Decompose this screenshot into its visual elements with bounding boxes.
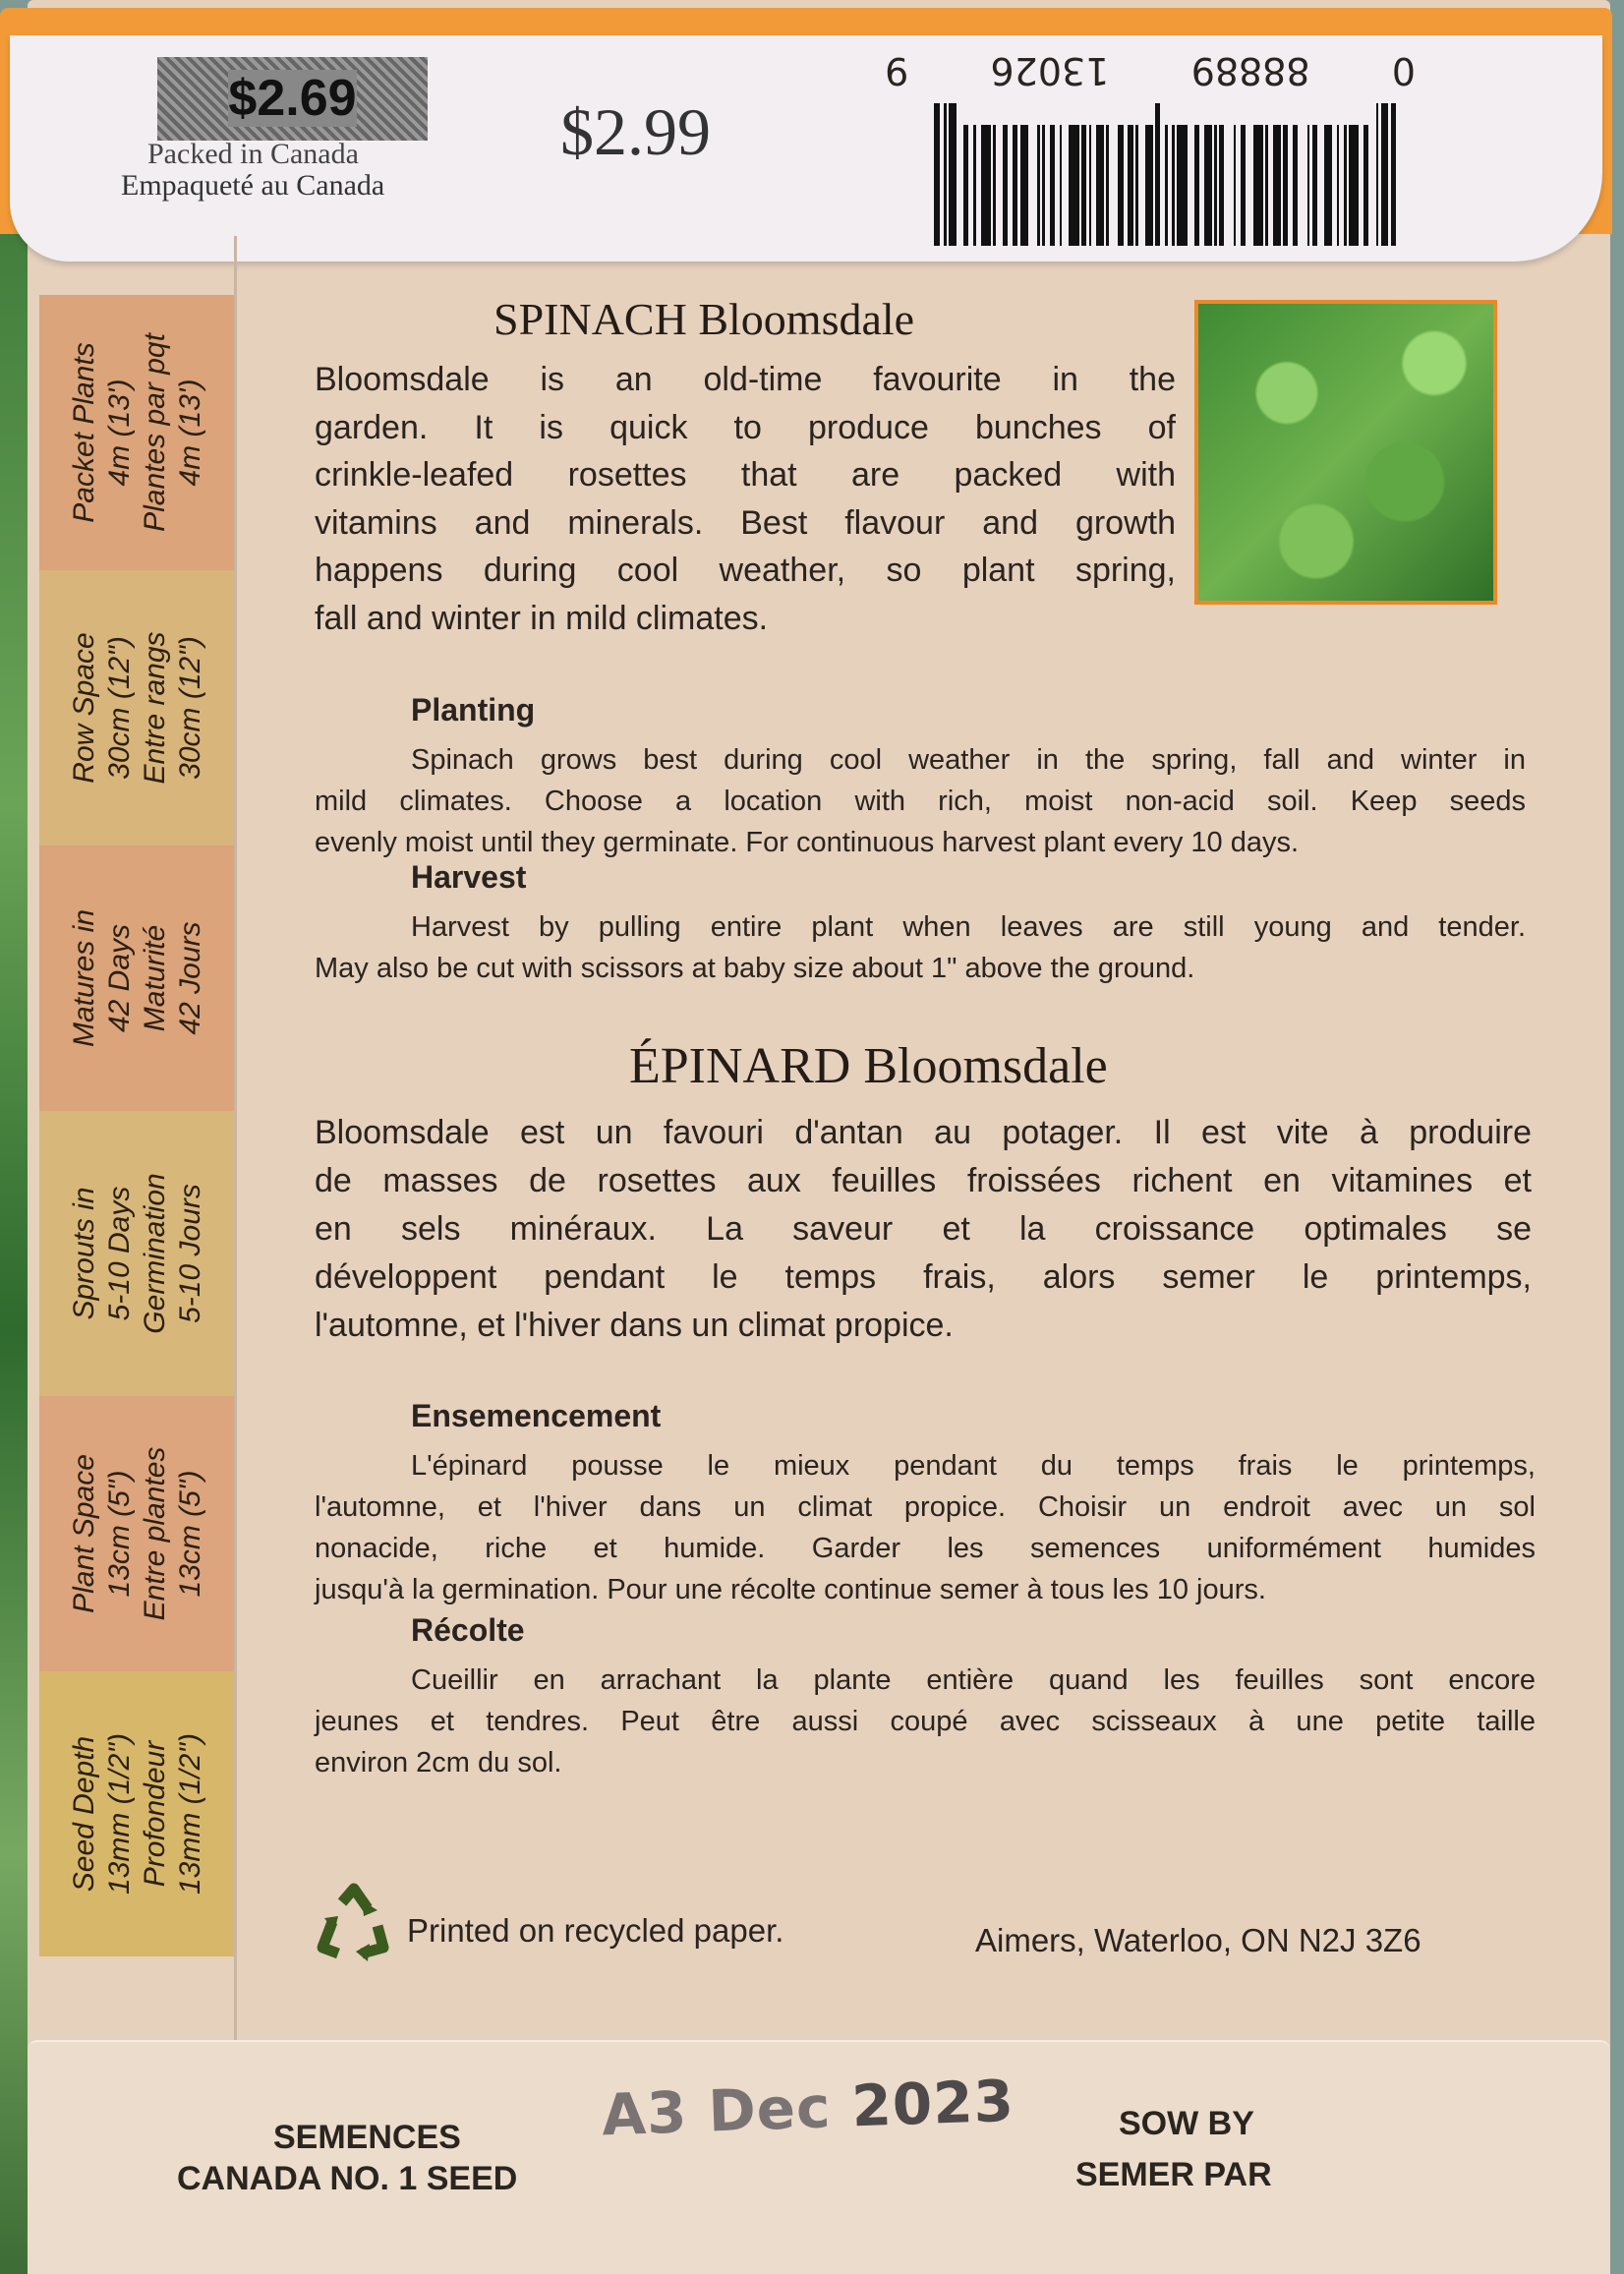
english-title-variety: Bloomsdale: [698, 294, 915, 344]
text-line: Spinach grows best during cool weather in the spring, fall and winter in: [411, 744, 1526, 776]
sidebar-line: 5-10 Days: [103, 1186, 136, 1321]
stamp-day-month: A3 Dec: [600, 2073, 833, 2149]
barcode-bar: [1155, 103, 1160, 246]
text-line: L'épinard pousse le mieux pendant du temps frais le printemps,: [411, 1450, 1536, 1482]
sidebar-line: Plant Space: [68, 1454, 100, 1613]
sidebar-segment: [39, 570, 236, 845]
barcode-bar: [944, 103, 947, 246]
sidebar-line: 13mm (1/2"): [174, 1732, 206, 1895]
barcode-bar: [1081, 125, 1086, 246]
barcode-bar: [1037, 125, 1040, 246]
barcode-bar: [1312, 125, 1317, 246]
barcode-bar: [993, 125, 996, 246]
barcode-bar: [1194, 125, 1199, 246]
barcode-bar: [1128, 125, 1132, 246]
recycled-paper-note: Printed on recycled paper.: [407, 1912, 784, 1949]
recycle-icon: [313, 1883, 395, 1973]
sidebar-line: Maturité: [139, 924, 171, 1032]
ensemencement-heading: Ensemencement: [411, 1398, 662, 1433]
barcode-bar: [1293, 125, 1298, 246]
sidebar-segment-text: [67, 333, 208, 532]
french-description: [315, 1109, 1532, 1350]
barcode-bar: [1324, 125, 1332, 246]
barcode-bar: [1265, 125, 1268, 246]
barcode-bar: [1096, 125, 1104, 246]
sidebar-segment: [39, 1671, 236, 1956]
sidebar-line: 4m (13'): [103, 379, 136, 487]
barcode-bar: [973, 125, 976, 246]
french-title-variety: Bloomsdale: [863, 1038, 1108, 1094]
barcode-bar: [1089, 125, 1092, 246]
packed-in-canada: Packed in Canada: [147, 138, 359, 170]
barcode-bar: [1165, 125, 1168, 246]
sidebar-segment-text: [67, 631, 208, 784]
seed-grade-fr: SEMENCES: [273, 2119, 461, 2156]
old-price-sticker: [157, 57, 428, 141]
barcode-bar: [1135, 125, 1138, 246]
barcode-bar: [1042, 125, 1045, 246]
text-line: de masses de rosettes aux feuilles froissées richent en vitamines et: [315, 1162, 1532, 1199]
sidebar-line: 13mm (1/2"): [103, 1732, 136, 1895]
barcode-digits: [885, 49, 1416, 92]
sidebar-line: Seed Depth: [68, 1735, 100, 1893]
planting-heading: Planting: [411, 692, 536, 728]
barcode-bar: [1391, 103, 1396, 246]
text-line: jusqu'à la germination. Pour une récolte continue semer à tous les 10 jours.: [315, 1574, 1266, 1605]
french-title-crop: ÉPINARD: [629, 1038, 851, 1094]
sidebar-segment: [39, 845, 236, 1111]
text-line: fall and winter in mild climates.: [315, 599, 769, 637]
barcode-bar: [1172, 125, 1175, 246]
packed-in-canada-fr: Empaqueté au Canada: [121, 169, 385, 202]
sidebar-line: Row Space: [68, 632, 100, 784]
text-line: en sels minéraux. La saveur et la croissance optimales se: [315, 1210, 1532, 1248]
barcode-bar: [1020, 125, 1028, 246]
old-price: $2.69: [228, 70, 357, 127]
barcode-bar: [1241, 125, 1246, 246]
barcode-digit-group: 13026: [990, 49, 1110, 92]
barcode-bar: [1307, 125, 1310, 246]
barcode-bar: [1177, 125, 1187, 246]
barcode-bar: [1050, 125, 1055, 246]
barcode-bar: [1234, 125, 1237, 246]
sidebar-segment: [39, 1111, 236, 1396]
text-line: May also be cut with scissors at baby size about 1" above the ground.: [315, 953, 1195, 984]
sidebar-divider: [234, 236, 237, 2045]
english-description: [315, 356, 1176, 642]
text-line: Cueillir en arrachant la plante entière quand les feuilles sont encore: [411, 1664, 1536, 1696]
barcode-bar: [1106, 125, 1109, 246]
barcode-bar: [1214, 125, 1217, 246]
recolte-text: [315, 1660, 1536, 1783]
harvest-heading: Harvest: [411, 859, 527, 895]
sidebar-segment: [39, 1396, 236, 1671]
barcode-bar: [949, 103, 957, 246]
text-line: l'automne, et l'hiver dans un climat propice.: [315, 1307, 954, 1344]
sidebar-line: Profondeur: [139, 1740, 171, 1888]
sidebar-line: Entre plantes: [139, 1446, 171, 1621]
barcode-bar: [1376, 103, 1379, 246]
seed-grade-en: CANADA NO. 1 SEED: [177, 2160, 518, 2197]
semer-par-label: SEMER PAR: [1075, 2156, 1272, 2193]
text-line: développent pendant le temps frais, alors semer le printemps,: [315, 1258, 1532, 1296]
text-line: nonacide, riche et humide. Garder les semences uniformément humides: [315, 1533, 1536, 1564]
sidebar-line: Plantes par pqt: [139, 333, 171, 532]
barcode-bar: [1060, 125, 1063, 246]
spinach-photo: [1194, 300, 1497, 605]
planting-text: [315, 739, 1526, 863]
sidebar-line: Packet Plants: [68, 342, 100, 523]
sidebar-line: 5-10 Jours: [174, 1184, 206, 1323]
text-line: crinkle-leafed rosettes that are packed with: [315, 456, 1176, 494]
barcode-bar: [1344, 125, 1347, 246]
english-title: [493, 293, 914, 345]
barcode-bar: [1283, 125, 1288, 246]
barcode-bar: [1069, 125, 1078, 246]
sidebar-line: Matures in: [68, 908, 100, 1048]
sidebar-line: Germination: [139, 1173, 171, 1334]
sidebar-line: 30cm (12"): [174, 636, 206, 780]
barcode-bar: [1003, 125, 1008, 246]
company-address: Aimers, Waterloo, ON N2J 3Z6: [975, 1922, 1421, 1958]
barcode-digit-group: 9: [885, 49, 909, 92]
french-title: [629, 1037, 1108, 1095]
text-line: environ 2cm du sol.: [315, 1747, 562, 1778]
barcode-bar: [934, 103, 939, 246]
barcode-bars: [904, 103, 1396, 246]
sidebar-line: 13cm (5"): [103, 1470, 136, 1598]
barcode-bar: [1118, 125, 1123, 246]
barcode-digit-group: 88889: [1190, 49, 1310, 92]
text-line: Bloomsdale is an old-time favourite in the: [315, 361, 1176, 398]
stamp-year: 2023: [850, 2067, 1016, 2140]
barcode-bar: [1204, 125, 1212, 246]
barcode-bar: [1363, 125, 1368, 246]
sidebar-segment: [39, 295, 236, 570]
barcode-digit-group: 0: [1391, 49, 1416, 92]
barcode-bar: [1013, 125, 1017, 246]
ensemencement-text: [315, 1445, 1536, 1610]
sidebar-segment-text: [67, 1447, 208, 1621]
text-line: mild climates. Choose a location with rich, moist non-acid soil. Keep seeds: [315, 786, 1526, 817]
barcode-bar: [981, 125, 991, 246]
barcode-bar: [1253, 125, 1263, 246]
text-line: evenly moist until they germinate. For continuous harvest plant every 10 days.: [315, 827, 1300, 858]
sidebar-line: 30cm (12"): [103, 636, 136, 780]
harvest-text: [315, 906, 1526, 989]
barcode: [885, 49, 1416, 246]
barcode-bar: [1219, 125, 1224, 246]
recolte-heading: Récolte: [411, 1612, 525, 1648]
text-line: vitamins and minerals. Best flavour and growth: [315, 503, 1176, 542]
text-line: l'automne, et l'hiver dans un climat propice. Choisir un endroit avec un sol: [315, 1491, 1536, 1523]
sidebar-line: 42 Days: [103, 923, 136, 1033]
english-title-crop: SPINACH: [493, 294, 687, 344]
sidebar-line: 42 Jours: [174, 921, 206, 1035]
sow-by-label: SOW BY: [1119, 2105, 1254, 2142]
sidebar-segment-text: [67, 1173, 208, 1333]
sidebar-line: Sprouts in: [68, 1187, 100, 1320]
barcode-bar: [963, 125, 968, 246]
sidebar-line: Entre rangs: [139, 631, 171, 785]
text-line: garden. It is quick to produce bunches of: [315, 408, 1176, 446]
barcode-bar: [1337, 125, 1340, 246]
text-line: Harvest by pulling entire plant when leaves are still young and tender.: [411, 911, 1526, 943]
sidebar-line: 4m (13'): [174, 379, 206, 487]
growing-info-sidebar: [39, 295, 236, 1956]
text-line: happens during cool weather, so plant spring,: [315, 552, 1176, 589]
barcode-bar: [1349, 125, 1359, 246]
text-line: jeunes et tendres. Peut être aussi coupé avec scisseaux à une petite taille: [315, 1706, 1536, 1737]
sidebar-segment-text: [67, 1733, 208, 1895]
text-line: Bloomsdale est un favouri d'antan au potager. Il est vite à produire: [315, 1114, 1532, 1151]
price: $2.99: [560, 94, 711, 169]
barcode-bar: [1273, 125, 1281, 246]
sidebar-segment-text: [67, 909, 208, 1047]
barcode-bar: [1145, 125, 1153, 246]
barcode-bar: [1381, 103, 1389, 246]
sidebar-line: 13cm (5"): [174, 1470, 206, 1598]
